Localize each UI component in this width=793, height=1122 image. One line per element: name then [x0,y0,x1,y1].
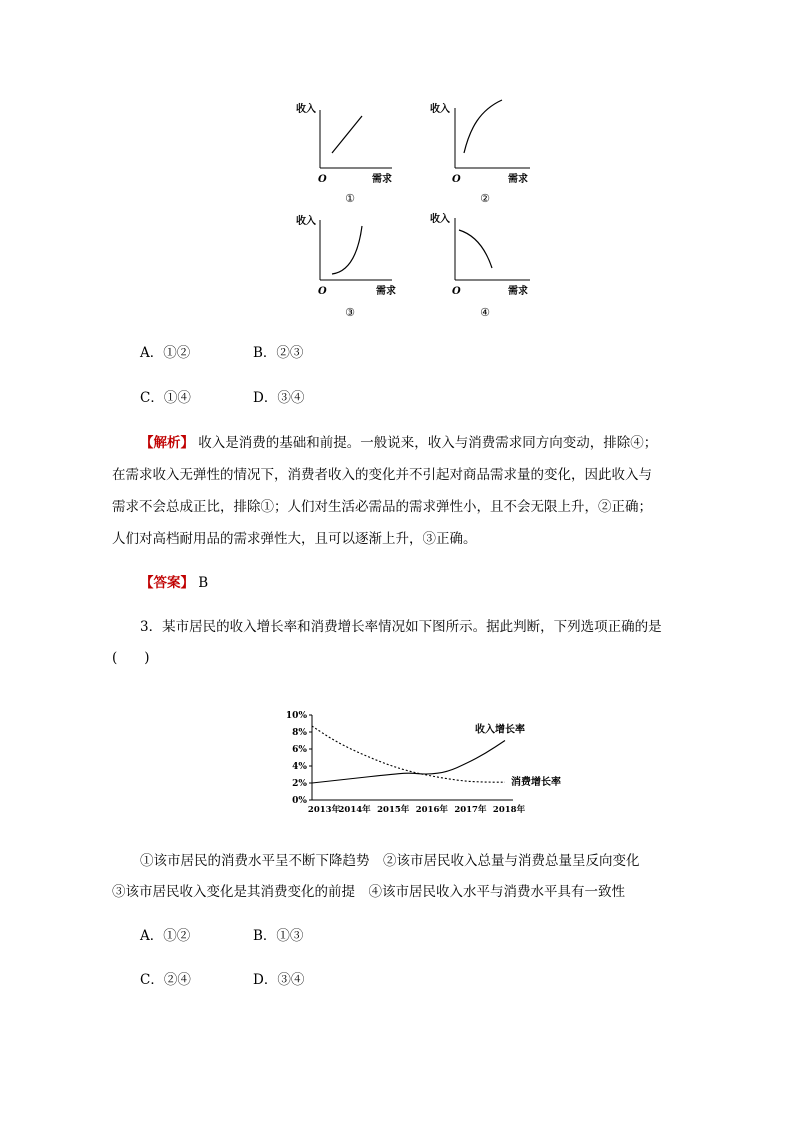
x-tick-label: 2016年 [415,805,448,815]
graph-3-xlabel: 需求 [376,286,396,297]
graph-1 [296,102,392,205]
graph-1-caption: ① [345,192,355,205]
legend-consumption: 消费增长率 [511,777,561,789]
q2-option-b: B．②③ [253,345,304,361]
graph-1-ylabel: 收入 [296,104,316,115]
y-tick-label: 10% [285,711,307,721]
y-tick-label: 2% [292,779,307,789]
q3-option-a: A．①② [140,928,191,944]
analysis-line-2: 在需求收入无弹性的情况下，消费者收入的变化并不引起对商品需求量的变化，因此收入与 [112,467,652,483]
graph-1-curve [332,116,362,153]
graph-4 [430,212,530,319]
graph-3-ylabel: 收入 [296,216,316,227]
x-tick-label: 2017年 [454,805,487,815]
graph-4-caption: ④ [480,306,490,319]
q2-option-d: D．③④ [253,390,305,406]
graph-4-curve [459,230,492,268]
graph-4-xlabel: 需求 [508,286,528,297]
graph-2-xlabel: 需求 [508,174,528,185]
graph-1-xlabel: 需求 [372,174,392,185]
graph-2-origin: O [452,174,461,185]
answer-value: B [198,575,209,591]
graph-3-curve [332,226,362,274]
graph-4-ylabel: 收入 [430,214,450,225]
legend-income: 收入增长率 [475,724,525,736]
y-tick-label: 4% [292,762,307,772]
q2-option-a: A．①② [140,345,191,361]
graph-2-ylabel: 收入 [430,104,450,115]
series-income-line [312,741,505,784]
analysis-line-3: 需求不会总成正比，排除①；人们对生活必需品的需求弹性小，且不会无限上升，②正确； [112,499,652,515]
graph-3-caption: ③ [345,306,355,319]
graph-3 [296,214,396,319]
q3-stem-line-2: ( ) [112,650,150,666]
graph-1-origin: O [318,174,327,185]
q3-option-b: B．①③ [253,928,304,944]
q3-statements-line-2: ③该市居民收入变化是其消费变化的前提 ④该市居民收入水平与消费水平具有一致性 [112,884,625,900]
q3-statements-line-1: ①该市居民的消费水平呈不断下降趋势 ②该市居民收入总量与消费总量呈反向变化 [140,853,640,869]
growth-rate-chart [280,706,561,821]
q2-option-c: C．①④ [140,390,191,406]
x-tick-label: 2015年 [377,805,410,815]
q3-option-c: C．②④ [140,972,191,988]
graph-2-caption: ② [480,192,490,205]
x-tick-label: 2013年 [307,805,341,815]
y-tick-label: 0% [292,796,307,806]
analysis-label: 【解析】 [140,435,194,451]
q3-option-d: D．③④ [253,972,305,988]
demand-graphs [280,90,540,330]
y-tick-label: 6% [292,745,307,755]
x-tick-label: 2018年 [492,805,526,815]
y-tick-label: 8% [292,728,307,738]
analysis-line-1: 【解析】 收入是消费的基础和前提。一般说来，收入与消费需求同方向变动，排除④； [140,435,658,451]
graph-4-origin: O [452,286,461,297]
graph-2-curve [464,100,502,153]
q3-stem-line-1: 3．某市居民的收入增长率和消费增长率情况如下图所示。据此判断，下列选项正确的是 [140,619,662,635]
graph-3-origin: O [318,286,327,297]
answer-label: 【答案】 [140,575,194,591]
graph-2 [430,100,530,205]
x-tick-label: 2014年 [338,805,371,815]
analysis-line-4: 人们对高档耐用品的需求弹性大，且可以逐渐上升，③正确。 [112,531,477,547]
answer-line [140,573,208,593]
